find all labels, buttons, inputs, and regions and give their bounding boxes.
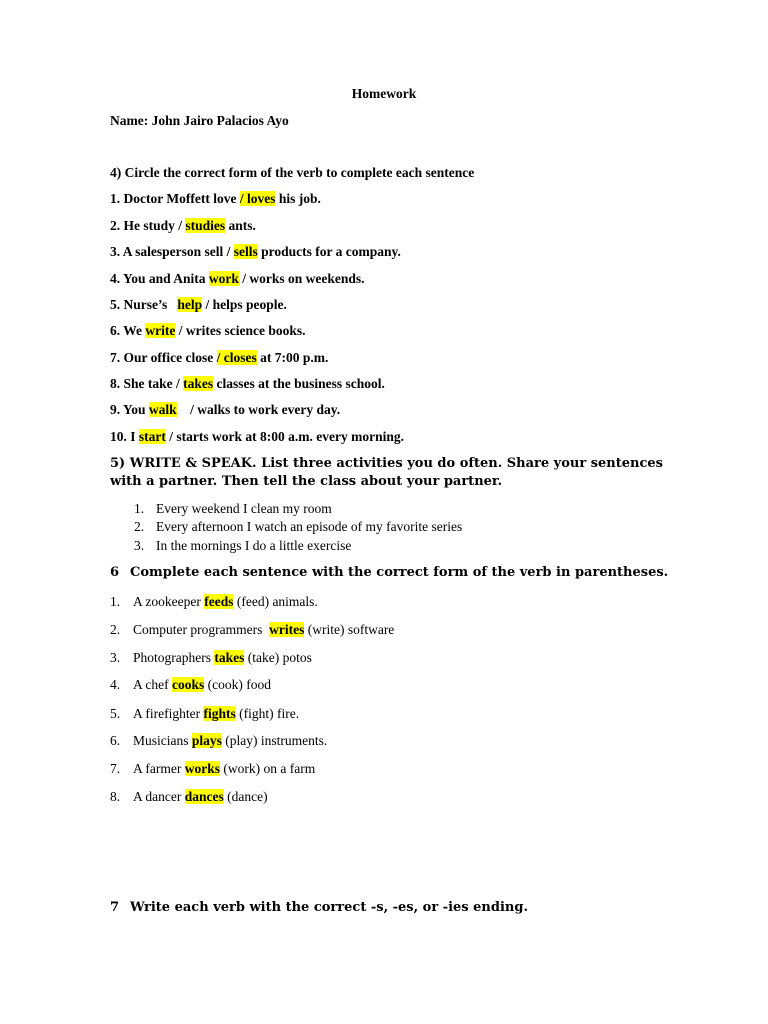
highlighted-answer: write: [145, 323, 176, 338]
section5-item: [134, 501, 332, 517]
section6-item: [110, 650, 312, 666]
item-number: 6.: [110, 733, 121, 748]
section5-instruction: 5) WRITE & SPEAK. List three activities you do often. Share your sentences with a partner. Then tell the class about your partner.: [110, 456, 663, 489]
item-text: products for a company.: [257, 244, 401, 259]
highlighted-answer: feeds: [204, 594, 234, 609]
item-text: (dance): [223, 789, 268, 804]
item-text: A farmer: [133, 761, 185, 776]
item-text: 2. He study /: [110, 218, 186, 233]
item-text: 10. I: [110, 429, 139, 444]
section6-item: [110, 789, 268, 805]
section5-item: [134, 538, 351, 554]
section7-instruction: Write each verb with the correct -s, -es, or -ies ending.: [130, 900, 528, 915]
item-text: A zookeeper: [133, 594, 205, 609]
item-number: 2.: [134, 519, 145, 534]
item-text: 9. You: [110, 402, 149, 417]
section-number: 7: [110, 900, 120, 915]
item-text: 3. A salesperson sell /: [110, 244, 234, 259]
item-text: 8. She take /: [110, 376, 184, 391]
section4-item: [110, 323, 305, 339]
item-text: / starts work at 8:00 a.m. every morning.: [165, 429, 404, 444]
highlighted-answer: sells: [233, 244, 258, 259]
highlighted-answer: start: [138, 429, 166, 444]
section7-heading: [110, 900, 528, 916]
highlighted-answer: cooks: [171, 677, 205, 692]
highlighted-answer: takes: [183, 376, 214, 391]
item-text: (work) on a farm: [220, 761, 316, 776]
item-number: 4.: [110, 677, 121, 692]
item-number: 8.: [110, 789, 121, 804]
item-text: / walks to work every day.: [176, 402, 341, 417]
item-number: 3.: [110, 650, 121, 665]
item-text: 6. We: [110, 323, 146, 338]
item-text: classes at the business school.: [213, 376, 385, 391]
section4-item: [110, 350, 328, 366]
section6-item: [110, 733, 327, 749]
section4-item: [110, 402, 340, 418]
item-number: 5.: [110, 706, 121, 721]
highlighted-answer: help: [177, 297, 203, 312]
item-text: (write) software: [304, 622, 395, 637]
item-text: ants.: [225, 218, 256, 233]
item-text: 4. You and Anita: [110, 271, 209, 286]
highlighted-answer: writes: [269, 622, 305, 637]
item-number: 2.: [110, 622, 121, 637]
item-text: 7. Our office close: [110, 350, 217, 365]
section6-item: [110, 622, 394, 638]
item-text: at 7:00 p.m.: [256, 350, 329, 365]
section4-item: [110, 429, 404, 445]
item-number: 7.: [110, 761, 121, 776]
highlighted-answer: plays: [191, 733, 222, 748]
item-text: (cook) food: [204, 677, 271, 692]
item-text: Computer programmers: [133, 622, 270, 637]
item-text: Musicians: [133, 733, 192, 748]
section4-item: [110, 191, 321, 207]
item-text: his job.: [275, 191, 321, 206]
section6-item: [110, 677, 271, 693]
item-text: In the mornings I do a little exercise: [156, 538, 352, 553]
student-name: Name: John Jairo Palacios Ayo: [110, 113, 289, 128]
highlighted-answer: studies: [185, 218, 226, 233]
item-text: (take) potos: [244, 650, 312, 665]
highlighted-answer: / loves: [239, 191, 276, 206]
item-text: A dancer: [133, 789, 185, 804]
section6-heading: [110, 565, 668, 581]
highlighted-answer: fights: [203, 706, 236, 721]
item-text: (fight) fire.: [235, 706, 300, 721]
highlighted-answer: work: [208, 271, 239, 286]
section6-instruction: Complete each sentence with the correct form of the verb in parentheses.: [130, 565, 669, 580]
highlighted-answer: dances: [184, 789, 224, 804]
item-text: / works on weekends.: [238, 271, 365, 286]
item-number: 3.: [134, 538, 145, 553]
item-text: Photographers: [133, 650, 215, 665]
item-text: Every afternoon I watch an episode of my favorite series: [156, 519, 463, 534]
item-text: A firefighter: [133, 706, 204, 721]
section4-item: [110, 218, 256, 234]
page-title: Homework: [351, 86, 417, 101]
section6-item: [110, 706, 299, 722]
item-text: / writes science books.: [175, 323, 306, 338]
item-text: (feed) animals.: [233, 594, 318, 609]
section6-item: [110, 594, 318, 610]
item-text: 5. Nurse’s: [110, 297, 178, 312]
item-text: Every weekend I clean my room: [156, 501, 332, 516]
section-number: 6: [110, 565, 120, 580]
highlighted-answer: takes: [214, 650, 245, 665]
section4-item: [110, 297, 287, 313]
item-text: / helps people.: [202, 297, 287, 312]
item-text: A chef: [133, 677, 172, 692]
highlighted-answer: works: [184, 761, 220, 776]
section6-item: [110, 761, 315, 777]
item-number: 1.: [110, 594, 121, 609]
section4-item: [110, 244, 401, 260]
highlighted-answer: walk: [148, 402, 177, 417]
item-text: (play) instruments.: [221, 733, 328, 748]
section4-item: [110, 376, 385, 392]
highlighted-answer: / closes: [216, 350, 257, 365]
section4-instruction: 4) Circle the correct form of the verb to complete each sentence: [110, 165, 475, 180]
item-number: 1.: [134, 501, 145, 516]
item-text: 1. Doctor Moffett love: [110, 191, 240, 206]
section4-item: [110, 271, 365, 287]
section5-item: [134, 519, 462, 535]
